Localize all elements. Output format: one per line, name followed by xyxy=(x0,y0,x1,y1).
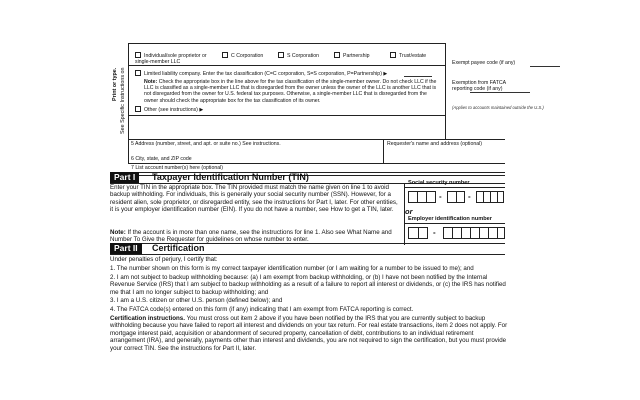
exemption-rule xyxy=(445,43,446,139)
ssn-label-rule xyxy=(404,187,505,188)
cert-item-1: 1. The number shown on this form is my correct taxpayer identification number (or I am waiting for a number to be issued to me); and xyxy=(110,265,474,272)
other-row-rule xyxy=(128,115,445,116)
part1-note-label: Note: xyxy=(110,229,126,236)
cert-item-4: 4. The FATCA code(s) entered on this form (if any) indicating that I am exempt from FATCA reporting is correct. xyxy=(110,306,414,313)
exempt-payee-field[interactable] xyxy=(530,66,560,67)
address-label: 5 Address (number, street, and apt. or suite no.) See instructions. xyxy=(131,141,281,147)
left-rule xyxy=(128,43,129,163)
part2-tag: Part II xyxy=(110,243,142,254)
fatca-note: (Applies to accounts maintained outside the U.S.) xyxy=(452,105,544,110)
top-rule xyxy=(128,43,445,44)
note-label: Note: xyxy=(144,79,158,85)
checkbox-other[interactable] xyxy=(135,106,203,113)
city-rule xyxy=(128,163,505,164)
llc-label: Limited liability company. Enter the tax classification (C=C corporation, S=S corporation, P=Partnership) ▶ xyxy=(144,71,388,77)
partnership-label: Partnership xyxy=(343,53,370,59)
ein-suffix-field[interactable] xyxy=(443,227,505,239)
checkbox-box[interactable] xyxy=(390,52,396,58)
address-rule xyxy=(128,139,505,140)
cert-instructions xyxy=(110,315,510,352)
requester-rule xyxy=(383,139,384,163)
cert-item-2: 2. I am not subject to backup withholding because: (a) I am exempt from backup withholding, or (b) I have not been notified by the Internal Revenue Service (IRS) that I am subject to backup withholding as a result of a failure to report all interest or dividends, or (c) the IRS has notified me that I am no longer subject to backup withholding; and xyxy=(110,274,506,296)
trust-label: Trust/estate xyxy=(399,53,427,59)
checkbox-c-corp[interactable] xyxy=(222,52,263,59)
account-label: 7 List account number(s) here (optional) xyxy=(131,165,223,171)
fatca-field[interactable] xyxy=(470,92,530,93)
checkbox-box[interactable] xyxy=(135,70,141,76)
ssn-dash-2: - xyxy=(468,192,471,201)
ssn-area-field[interactable] xyxy=(408,191,436,203)
ein-label: Employer identification number xyxy=(408,216,492,222)
part1-title: Taxpayer Identification Number (TIN) xyxy=(152,172,309,182)
ein-dash: - xyxy=(433,228,436,237)
llc-code-field[interactable] xyxy=(404,76,432,77)
requester-label: Requester's name and address (optional) xyxy=(387,141,482,147)
s-corp-label: S Corporation xyxy=(287,53,320,59)
exempt-payee-label: Exempt payee code (if any) xyxy=(452,60,516,66)
checkbox-partnership[interactable] xyxy=(334,52,370,59)
part2-title-rule xyxy=(110,254,505,255)
checkbox-trust[interactable] xyxy=(390,52,426,59)
part1-paragraph xyxy=(110,184,400,214)
other-label: Other (see instructions) ▶ xyxy=(144,107,204,113)
part2-intro: Under penalties of perjury, I certify that: xyxy=(110,256,218,263)
checkbox-llc[interactable] xyxy=(135,70,435,77)
fatca-label: Exemption from FATCA reporting code (if any) xyxy=(452,80,506,93)
checkbox-box[interactable] xyxy=(135,52,141,58)
cert-item-3: 3. I am a U.S. citizen or other U.S. person (defined below); and xyxy=(110,297,283,304)
part1-note-text: If the account is in more than one name, see the instructions for line 1. Also see What Name and Number To Give the Requester for guidelines on whose number to enter. xyxy=(110,229,392,244)
checkbox-box[interactable] xyxy=(334,52,340,58)
cert-instructions-label: Certification instructions. xyxy=(110,315,185,322)
c-corp-label: C Corporation xyxy=(231,53,264,59)
part2-title: Certification xyxy=(152,243,205,253)
ein-label-rule xyxy=(404,223,505,224)
checkbox-individual[interactable] xyxy=(135,52,217,65)
ssn-group-field[interactable] xyxy=(447,191,465,203)
ein-prefix-field[interactable] xyxy=(408,227,428,239)
note-text: Check the appropriate box in the line above for the tax classification of the single-member owner. Do not check LLC if the LLC is classified as a single-member LLC that is disregarded from the owner unless the owner of the LLC is another LLC that is not disregarded from the owner for U.S. federal tax purposes. Otherwise, a single-member LLC that is disregarded from the owner should check the appropriate box for the tax classification of its owner. xyxy=(144,79,437,104)
llc-note xyxy=(144,79,442,104)
part1-text: Enter your TIN in the appropriate box. The TIN provided must match the name given on line 1 to avoid backup withholding. For individuals, this is generally your social security number (SSN). However, for a resident alien, sole proprietor, or disregarded entity, see the instructions for Part I, later. For other entities, it is your employer identification number (EIN). If you do not have a number, see How to get a TIN, later. xyxy=(110,184,398,214)
checkbox-box[interactable] xyxy=(222,52,228,58)
cert-instructions-text: You must cross out item 2 above if you have been notified by the IRS that you are currently subject to backup withholding because you have failed to report all interest and dividends on your tax return. For real estate transactions, item 2 does not apply. For mortgage interest paid, acquisition or abandonment of secured property, cancellation of debt, contributions to an individual retirement arrangement (IRA), and generally, payments other than interest and dividends, you are not required to sign the certification, but you must provide your correct TIN. See the instructions for Part II, later. xyxy=(110,315,508,352)
ssn-serial-field[interactable] xyxy=(476,191,504,203)
sidebar-print-text: Print or type. xyxy=(112,67,118,101)
checkbox-s-corp[interactable] xyxy=(278,52,319,59)
checkbox-box[interactable] xyxy=(135,106,141,112)
part1-tag: Part I xyxy=(110,172,139,183)
ssn-dash-1: - xyxy=(439,192,442,201)
city-label: 6 City, state, and ZIP code xyxy=(131,156,192,162)
individual-label: Individual/sole proprietor or single-member LLC xyxy=(135,53,207,66)
part1-note xyxy=(110,229,400,244)
sidebar-instructions-text: See Specific Instructions on xyxy=(120,67,126,134)
or-label: or xyxy=(405,207,413,216)
checkbox-box[interactable] xyxy=(278,52,284,58)
ssn-label: Social security number xyxy=(408,180,470,186)
